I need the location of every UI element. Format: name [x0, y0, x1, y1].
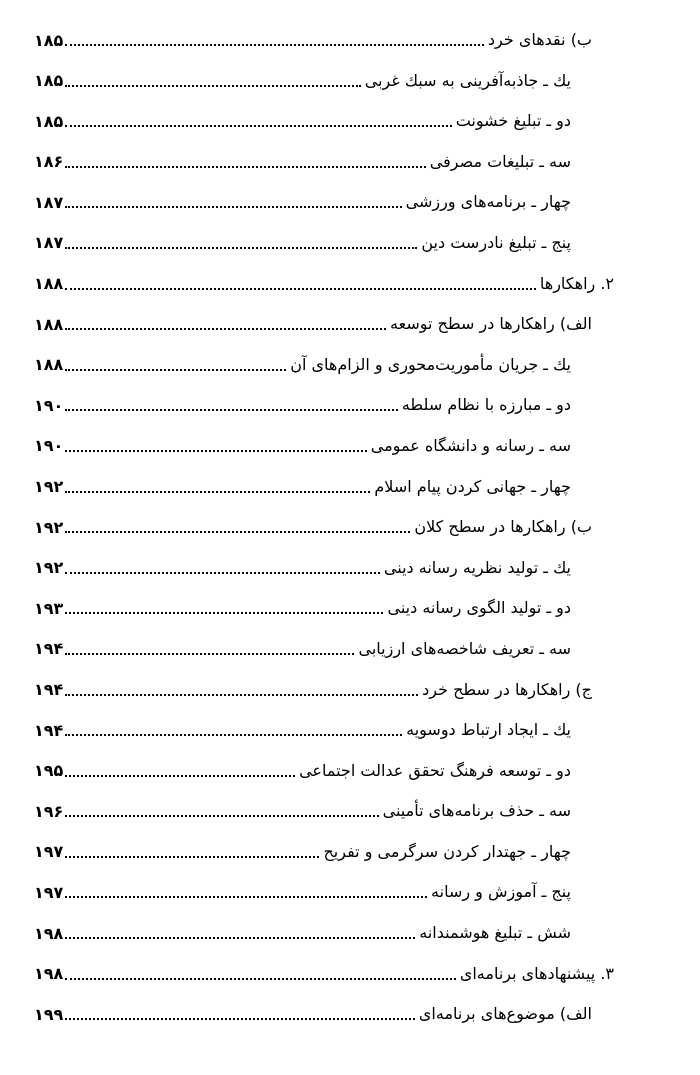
toc-entry-page-number: ۱۸۷ [34, 233, 64, 253]
toc-entry [0, 670, 700, 711]
toc-entry-page-number: ۱۹۶ [34, 801, 64, 821]
toc-entry-row [34, 61, 571, 101]
toc-entry [0, 182, 700, 223]
toc-entry-row [34, 264, 614, 304]
toc-entry [0, 426, 700, 467]
dot-leader [65, 288, 536, 290]
toc-entry-row [34, 548, 571, 588]
toc-entry-title: يك ـ جاذبه‌آفرینی به سبك غربی [364, 70, 571, 90]
toc-entry-title: دو ـ تبلیغ خشونت [455, 111, 571, 131]
toc-entry [0, 345, 700, 386]
toc-entry [0, 710, 700, 751]
dot-leader [65, 450, 366, 452]
toc-entry [0, 913, 700, 954]
toc-entry-page-number: ۱۹۸ [34, 964, 64, 984]
toc-entry-title: ج) راهکارها در سطح خرد [422, 679, 592, 699]
toc-entry-page-number: ۱۹۴ [34, 720, 64, 740]
dot-leader [65, 206, 401, 208]
toc-entry-page-number: ۱۹۷ [34, 842, 64, 862]
toc-entry [0, 142, 700, 183]
toc-entry-page-number: ۱۹۲ [34, 517, 64, 537]
dot-leader [65, 125, 451, 127]
dot-leader [65, 369, 286, 371]
toc-entry [0, 751, 700, 792]
toc-entry-page-number: ۱۹۵ [34, 761, 64, 781]
toc-entry [0, 507, 700, 548]
toc-entry-row [34, 872, 571, 912]
toc-entry [0, 304, 700, 345]
toc-entry-row [34, 994, 592, 1034]
toc-entry-row [34, 588, 571, 628]
dot-leader [65, 491, 370, 493]
dot-leader [65, 734, 402, 736]
toc-entry [0, 61, 700, 102]
toc-entry-page-number: ۱۸۶ [34, 152, 64, 172]
toc-entry [0, 954, 700, 995]
toc-entry-title: سه ـ تبلیغات مصرفی [429, 151, 571, 171]
toc-entry-page-number: ۱۸۸ [34, 274, 64, 294]
toc-entry-page-number: ۱۸۸ [34, 355, 64, 375]
toc-entry-row [34, 426, 571, 466]
toc-entry-page-number: ۱۹۲ [34, 558, 64, 578]
toc-entry-row [34, 791, 571, 831]
dot-leader [65, 328, 386, 330]
dot-leader [65, 694, 418, 696]
dot-leader [65, 85, 360, 87]
toc-entry-title: يك ـ تولید نظریه رسانه دینی [383, 557, 571, 577]
toc-entry-page-number: ۱۹۰ [34, 436, 64, 456]
toc-entry [0, 20, 700, 61]
toc-entry [0, 385, 700, 426]
toc-entry-row [34, 101, 571, 141]
toc-entry-page-number: ۱۹۰ [34, 395, 64, 415]
toc-entry-page-number: ۱۸۸ [34, 314, 64, 334]
toc-entry-row [34, 385, 571, 425]
toc-entry-title: دو ـ مبارزه با نظام سلطه [401, 395, 571, 415]
toc-entry [0, 467, 700, 508]
dot-leader [65, 856, 319, 858]
toc-entry-title: يك ـ ایجاد ارتباط دوسویه [406, 720, 571, 740]
dot-leader [65, 247, 417, 249]
toc-entry-title: ب) نقدهای خرد [487, 30, 592, 49]
toc-entry-row [34, 20, 592, 60]
toc-entry-title: دو ـ تولید الگوی رسانه دینی [387, 598, 571, 618]
dot-leader [65, 775, 295, 777]
dot-leader [65, 531, 410, 533]
toc-entry-title: پنج ـ تبلیغ نادرست دین [421, 232, 571, 252]
toc-entry-page-number: ۱۹۷ [34, 882, 64, 902]
dot-leader [65, 937, 415, 939]
toc-entry-row [34, 913, 571, 953]
toc-entry-title: چهار ـ جهانی کردن پیام اسلام [374, 476, 571, 496]
toc-entry-row [34, 467, 571, 507]
dot-leader [65, 44, 484, 46]
toc-entry-title: ۲. راهکارها [539, 273, 614, 293]
toc-entry-page-number: ۱۹۲ [34, 477, 64, 497]
dot-leader [65, 612, 383, 614]
dot-leader [65, 1018, 415, 1020]
toc-entry [0, 832, 700, 873]
toc-entry [0, 223, 700, 264]
dot-leader [65, 166, 425, 168]
table-of-contents [0, 20, 700, 1035]
toc-entry-row [34, 223, 571, 263]
toc-entry-title: الف) راهکارها در سطح توسعه [390, 314, 592, 334]
toc-entry [0, 588, 700, 629]
toc-entry-title: شش ـ تبلیغ هوشمندانه [419, 923, 571, 943]
toc-entry [0, 994, 700, 1035]
toc-entry-row [34, 751, 571, 791]
toc-entry-row [34, 954, 614, 994]
toc-entry [0, 872, 700, 913]
toc-entry-row [34, 304, 592, 344]
toc-entry-row [34, 182, 571, 222]
toc-entry-row [34, 710, 571, 750]
toc-entry [0, 548, 700, 589]
toc-entry-title: دو ـ توسعه فرهنگ تحقق عدالت اجتماعی [299, 760, 571, 780]
dot-leader [65, 653, 354, 655]
toc-entry-title: الف) موضوع‌های برنامه‌ای [418, 1004, 592, 1024]
dot-leader [65, 409, 398, 411]
dot-leader [65, 978, 456, 980]
toc-entry-page-number: ۱۸۷ [34, 192, 64, 212]
toc-entry-title: ۳. پیشنهادهای برنامه‌ای [459, 963, 614, 983]
toc-entry-page-number: ۱۸۵ [34, 111, 64, 131]
toc-entry-title: پنج ـ آموزش و رسانه [431, 882, 571, 902]
toc-entry-title: چهار ـ جهتدار کردن سرگرمی و تفریح [323, 841, 571, 861]
toc-entry-row [34, 345, 571, 385]
toc-entry-page-number: ۱۹۳ [34, 598, 64, 618]
toc-entry-title: ب) راهکارها در سطح کلان [414, 517, 592, 537]
toc-entry [0, 629, 700, 670]
dot-leader [65, 815, 378, 817]
toc-entry [0, 101, 700, 142]
toc-entry-title: يك ـ جریان مأموریت‌محوری و الزام‌های آن [290, 354, 571, 374]
toc-entry [0, 264, 700, 305]
toc-entry-title: سه ـ رسانه و دانشگاه عمومی [370, 435, 571, 455]
toc-entry-page-number: ۱۹۴ [34, 680, 64, 699]
toc-entry-page-number: ۱۸۵ [34, 71, 64, 91]
toc-entry-row [34, 629, 571, 669]
toc-entry-page-number: ۱۸۵ [34, 30, 64, 50]
toc-entry-page-number: ۱۹۹ [34, 1004, 64, 1024]
toc-entry-row [34, 507, 592, 547]
toc-entry-row [34, 832, 571, 872]
toc-entry-page-number: ۱۹۸ [34, 923, 64, 943]
toc-entry-row [34, 670, 592, 710]
dot-leader [65, 896, 427, 898]
toc-entry [0, 791, 700, 832]
toc-entry-title: سه ـ حذف برنامه‌های تأمینی [382, 801, 571, 821]
toc-entry-row [34, 142, 571, 182]
toc-entry-title: چهار ـ برنامه‌های ورزشی [405, 192, 571, 212]
dot-leader [65, 572, 380, 574]
toc-entry-page-number: ۱۹۴ [34, 639, 64, 659]
toc-entry-title: سه ـ تعریف شاخصه‌های ارزیابی [358, 638, 571, 658]
